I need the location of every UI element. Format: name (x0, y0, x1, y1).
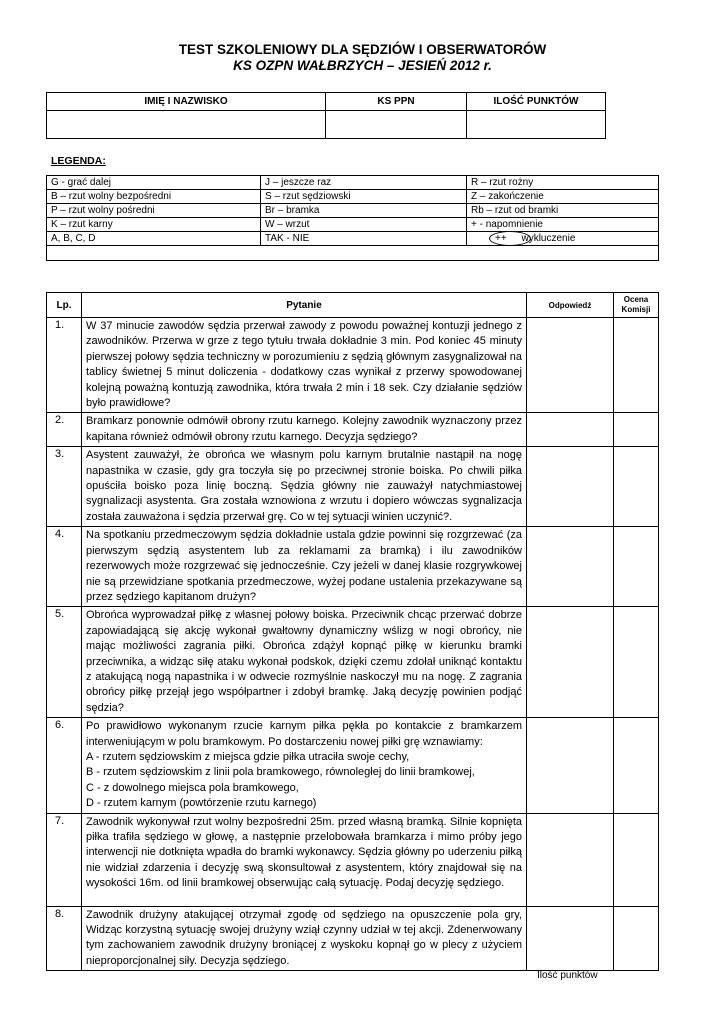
question-row (47, 527, 659, 607)
legend-cell: Z – zakończenie (467, 190, 659, 204)
answer-header: Odpowiedź (527, 293, 614, 318)
lp-header: Lp. (47, 293, 82, 318)
question-row (47, 718, 659, 813)
committee-score-cell[interactable] (614, 906, 659, 971)
question-text: Bramkarz ponownie odmówił obrony rzutu karnego. Kolejny zawodnik wyznaczony przez kapitana również odmówił obrony rzutu karnego. Decyzja sędziego? (82, 413, 527, 447)
name-field[interactable] (47, 111, 326, 139)
document-title: TEST SZKOLENIOWY DLA SĘDZIÓW I OBSERWATORÓW (178, 42, 547, 57)
committee-score-cell[interactable] (614, 413, 659, 447)
legend-cell-text: wykluczenie (521, 233, 576, 244)
committee-score-cell[interactable] (614, 718, 659, 813)
question-row (47, 447, 659, 527)
legend-cell: A, B, C, D (47, 232, 261, 246)
answer-cell[interactable] (527, 813, 614, 906)
legend-cell: Rb – rzut od bramki (467, 204, 659, 218)
legend-table (46, 175, 659, 261)
question-number: 6. (47, 718, 82, 813)
question-text (82, 718, 527, 813)
answer-cell[interactable] (527, 318, 614, 413)
legend-cell: G - grać dalej (47, 176, 261, 190)
legend-cell: TAK - NIE (261, 232, 467, 246)
question-row (47, 318, 659, 413)
legend-cell: J – jeszcze raz (261, 176, 467, 190)
committee-score-cell[interactable] (614, 318, 659, 413)
question-header: Pytanie (82, 293, 527, 318)
question-row (47, 906, 659, 971)
answer-cell[interactable] (527, 607, 614, 718)
committee-score-header (614, 293, 659, 318)
legend-cell: S – rzut sędziowski (261, 190, 467, 204)
question-row (47, 607, 659, 718)
questions-header-row (47, 293, 659, 318)
question-option-a: A - rzutem sędziowskim z miejsca gdzie piłka utraciła swoje cechy, (86, 750, 410, 763)
question-text: Obrońca wyprowadzał piłkę z własnej połowy boiska. Przeciwnik chcąc przerwać dobrze zapowiadającą się akcję wykonał gwałtowny dynamiczny wślizg w nogi obrońcy, nie mając możliwości zagrania piłki. Obrońca zdążył kopnąć piłkę w kierunku bramki przeciwnika, a widząc siłę ataku wykonał podskok, dzięki czemu zdołał uniknąć kontaktu z atakującą nogą napastnika i w odwecie rozmyślnie naskoczył mu na nogę. Z zagrania obrońcy piłkę przejął jego współpartner i zdobył bramkę. Jaką decyzję powinien podjąć sędzia? (82, 607, 527, 718)
question-text: W 37 minucie zawodów sędzia przerwał zawody z powodu poważnej kontuzji jednego z zawodników. Przerwa w grze z tego tytułu trwała dokładnie 3 min. Pod koniec 45 minuty pierwszej połowy sędzia techniczny w porozumieniu z sędzią głównym zasygnalizował na tablicy świetnej 5 minut doliczenia - dodatkowy czas wynikał z przerwy spowodowanej kolejną poważną kontuzją zawodnika, która trwała 2 min i 18 sek. Czy działanie sędziów było prawidłowe? (82, 318, 527, 413)
question-number: 2. (47, 413, 82, 447)
question-number: 4. (47, 527, 82, 607)
legend-row (47, 176, 659, 190)
question-intro: Po prawidłowo wykonanym rzucie karnym piłka pękła po kontakcie z bramkarzem interweniującym w polu bramkowym. Po dostarczeniu nowej piłki grę wznawiamy: (86, 720, 522, 748)
question-number: 5. (47, 607, 82, 718)
legend-cell (467, 232, 659, 246)
committee-score-cell[interactable] (614, 447, 659, 527)
questions-table (46, 292, 659, 971)
ks-ppn-column-header: KS PPN (326, 93, 467, 111)
answer-cell[interactable] (527, 413, 614, 447)
committee-score-cell[interactable] (614, 527, 659, 607)
question-text: Zawodnik drużyny atakującej otrzymał zgodę od sędziego na opuszczenie pola gry, Widząc korzystną sytuację swojej drużyny wziął czynny udział w tej akcji. Zdenerwowany tym zachowaniem zawodnik drużyny broniącej z wyskoku kopnął go w plecy z użyciem nieproporcjonalnej siły. Decyzja sędziego. (82, 906, 527, 971)
legend-cell: K – rzut karny (47, 218, 261, 232)
points-footer-label: Ilość punktów (537, 970, 598, 981)
participant-info-table (46, 92, 606, 139)
question-option-d: D - rzutem karnym (powtórzenie rzutu karnego) (86, 797, 317, 810)
question-number: 7. (47, 813, 82, 906)
legend-row (47, 190, 659, 204)
legend-row (47, 232, 659, 246)
question-number: 1. (47, 318, 82, 413)
legend-blank-cell (47, 246, 659, 261)
legend-cell: B – rzut wolny bezpośredni (47, 190, 261, 204)
committee-score-header-line1: Ocena (623, 295, 649, 304)
question-row (47, 813, 659, 906)
question-text: Na spotkaniu przedmeczowym sędzia dokładnie ustala gdzie powinni się rozgrzewać (za pierwszym sędzią asystentem lub za reklamami za bramką) i ilu zawodników rezerwowych może rozgrzewać się jednocześnie. Czy jeżeli w danej klasie rozgrywkowej nie są przewidziane spotkania przedmeczowe, wyżej podane ustalenia przekazywane są przez sędziego kapitanom drużyn? (82, 527, 527, 607)
legend-blank-row (47, 246, 659, 261)
question-number: 3. (47, 447, 82, 527)
question-text: Zawodnik wykonywał rzut wolny bezpośredni 25m. przed własną bramką. Silnie kopnięta piłka trafiła sędziego w głowę, a następnie przelobowała bramkarza i mimo próby jego interwencji nie dotknięta wpadła do bramki wykonawcy. Sędzia główny po uderzeniu piłką nie widział zdarzenia i decyzję swą skonsultował z asystentem, który znajdował się na wysokości 16m. od linii bramkowej obserwując całą sytuację. Podaj decyzję sędziego. (82, 813, 527, 906)
question-option-b: B - rzutem sędziowskim z linii pola bramkowego, równoległej do linii bramkowej, (86, 766, 475, 779)
legend-cell: P – rzut wolny pośredni (47, 204, 261, 218)
circled-double-plus-icon: ++ (495, 232, 507, 245)
answer-cell[interactable] (527, 527, 614, 607)
legend-cell: Br – bramka (261, 204, 467, 218)
legend-cell: R – rzut rożny (467, 176, 659, 190)
legend-cell: W – wrzut (261, 218, 467, 232)
question-number: 8. (47, 906, 82, 971)
name-column-header: IMIĘ I NAZWISKO (47, 93, 326, 111)
question-row (47, 413, 659, 447)
answer-cell[interactable] (527, 447, 614, 527)
question-text: Asystent zauważył, że obrońca we własnym polu karnym brutalnie nastąpił na nogę napastnika w czasie, gdy gra toczyła się po przeciwnej stronie boiska. Po chwili piłka opuściła boisko poza linię boczną. Sędzia główny nie zauważył natychmiastowej sygnalizacji asystenta. Gra została wznowiona z wrzutu i dopiero wówczas sygnalizacja została zauważona i sędzia przerwał grę. Co w tej sytuacji winien uczynić?. (82, 447, 527, 527)
points-field[interactable] (467, 111, 606, 139)
legend-label: LEGENDA: (51, 155, 106, 167)
points-column-header: ILOŚĆ PUNKTÓW (467, 93, 606, 111)
ks-ppn-field[interactable] (326, 111, 467, 139)
legend-row (47, 218, 659, 232)
legend-cell: + - napomnienie (467, 218, 659, 232)
committee-score-header-line2: Komisji (621, 305, 651, 314)
answer-cell[interactable] (527, 906, 614, 971)
legend-row (47, 204, 659, 218)
answer-cell[interactable] (527, 718, 614, 813)
committee-score-cell[interactable] (614, 813, 659, 906)
question-option-c: C - z dowolnego miejsca pola bramkowego, (86, 781, 299, 794)
committee-score-cell[interactable] (614, 607, 659, 718)
document-subtitle: KS OZPN WAŁBRZYCH – JESIEŃ 2012 r. (233, 58, 492, 73)
